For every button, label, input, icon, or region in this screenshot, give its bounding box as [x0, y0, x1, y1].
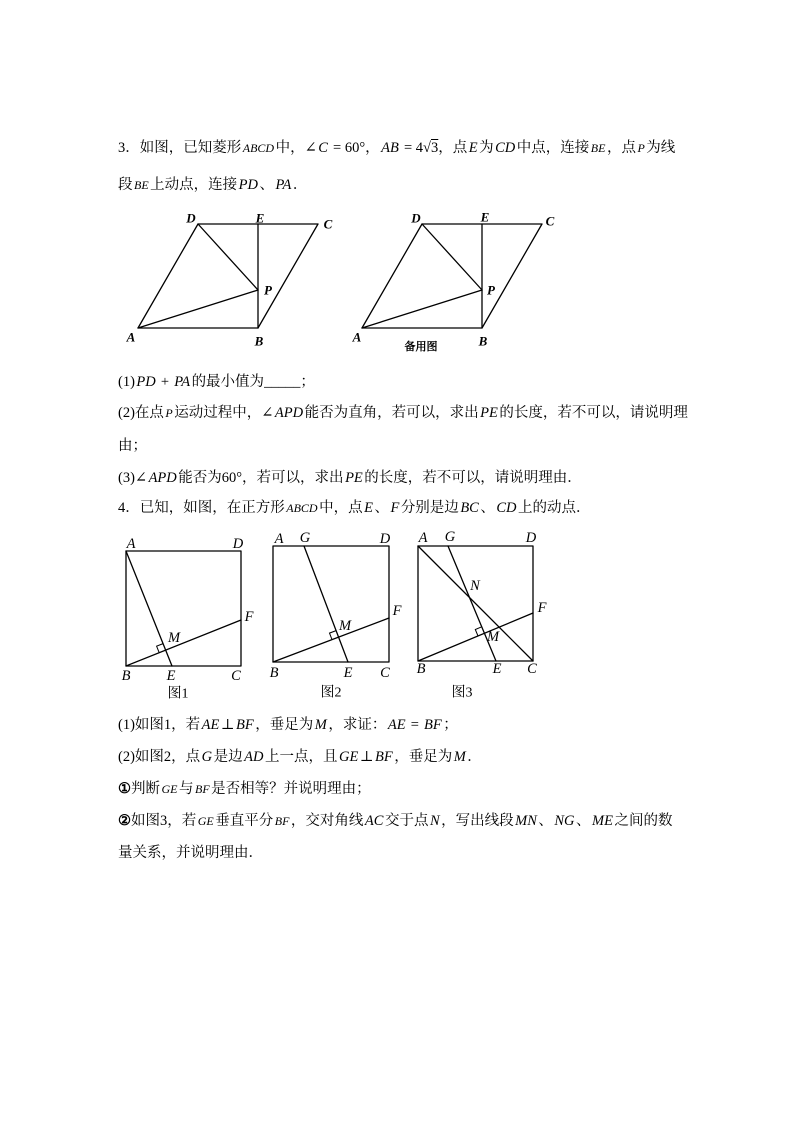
text-run: 中，∠: [275, 140, 317, 156]
text-run: 上的动点．: [518, 500, 591, 516]
math-variable: APD: [274, 405, 304, 421]
vertex-label-d: D: [186, 210, 196, 226]
rhombus-abcd: [362, 224, 542, 328]
text-run: ；: [300, 374, 315, 390]
text-run: ．: [292, 177, 308, 193]
vertex-label-d: D: [379, 531, 391, 547]
text-run: 、: [480, 500, 495, 516]
math-variable: N: [429, 813, 440, 829]
math-variable: AD: [244, 749, 264, 765]
text-run: (3)∠: [118, 470, 148, 486]
math-variable: BF: [236, 717, 254, 733]
q3-part-2-line-2: [118, 436, 147, 456]
text-run: 与: [179, 781, 194, 797]
segment-ae: [126, 551, 172, 666]
math-variable: BF: [195, 782, 210, 796]
math-variable: GE: [197, 814, 214, 828]
math-variable: ME: [592, 813, 613, 829]
math-variable: F: [390, 500, 400, 516]
text-run: 分别是边: [400, 500, 459, 516]
q4-part-2-item-2-line-1: [118, 811, 672, 831]
text-run: 上动点，连接: [150, 177, 238, 193]
vertex-label-b: B: [416, 661, 426, 677]
math-variable: BE: [134, 178, 149, 192]
point-label-g: G: [299, 530, 311, 546]
point-label-m: M: [486, 629, 500, 645]
q4-stem-line-1: [118, 498, 591, 518]
math-variable: PD: [136, 374, 156, 390]
spare-figure-caption: 备用图: [404, 341, 438, 353]
text-run: 中点，连接: [516, 140, 590, 156]
point-label-f: F: [392, 603, 402, 619]
math-variable: BE: [590, 141, 606, 155]
vertex-label-e: E: [480, 209, 490, 225]
vertex-label-a: A: [352, 329, 362, 345]
text-run: 的长度，若不可以，请说明理: [499, 405, 688, 421]
math-variable: MN: [515, 813, 537, 829]
point-label-m: M: [338, 618, 352, 634]
text-run: 之间的数: [614, 813, 673, 829]
text-run: (2)如图2，点: [118, 749, 201, 765]
text-run: ．: [467, 749, 482, 765]
text-run: 量关系，并说明理由．: [118, 845, 263, 861]
text-run: (1): [118, 374, 135, 390]
vertex-label-d: D: [232, 536, 244, 552]
square-figure-2: [270, 530, 402, 701]
point-label-n: N: [470, 578, 480, 594]
point-label-f: F: [537, 600, 547, 616]
math-variable: PE: [480, 405, 498, 421]
text-run: =: [407, 717, 423, 733]
math-variable: AC: [364, 813, 384, 829]
vertex-label-a: A: [418, 530, 428, 546]
q3-part-2-line-1: [118, 403, 688, 423]
segment-dp: [198, 224, 258, 290]
text-run: 为: [479, 140, 494, 156]
math-variable: NG: [554, 813, 575, 829]
answer-blank: _____: [264, 374, 301, 390]
math-variable: CD: [495, 140, 516, 156]
text-run: 、: [259, 177, 275, 193]
segment-bf: [126, 620, 241, 666]
math-variable: PA: [174, 374, 191, 390]
text-run: 上一点，且: [265, 749, 338, 765]
point-label-p: P: [487, 282, 495, 298]
text-run: 能否为60°，若可以，求出: [178, 470, 344, 486]
text-run: 4．已知，如图，在正方形: [118, 500, 285, 516]
text-run: 为线: [646, 140, 676, 156]
math-variable: CD: [496, 500, 517, 516]
math-variable: BC: [460, 500, 479, 516]
square-figure-3: [417, 529, 547, 701]
text-run: 由；: [118, 438, 147, 454]
rhombus-figure: [126, 211, 333, 349]
math-variable: ABCD: [286, 501, 318, 515]
text-run: 运动过程中，∠: [174, 405, 274, 421]
text-run: 3．如图，已知菱形: [118, 140, 242, 156]
math-variable: AE: [387, 717, 406, 733]
text-run: ；: [443, 717, 458, 733]
text-run: 是否相等？并说明理由；: [211, 781, 371, 797]
text-run: 中，点: [319, 500, 363, 516]
segment-dp: [422, 224, 482, 290]
text-run: 、: [538, 813, 553, 829]
math-variable: P: [637, 141, 645, 155]
math-variable: E: [364, 500, 373, 516]
square-figure-1: [122, 536, 254, 702]
figure-caption: 图3: [451, 685, 473, 701]
vertex-label-c: C: [323, 216, 333, 232]
text-run: 如图3，若: [131, 813, 197, 829]
math-variable: PD: [238, 177, 259, 193]
math-variable: GE: [161, 782, 178, 796]
math-variable: ABCD: [242, 141, 275, 155]
vertex-label-c: C: [380, 665, 390, 681]
square-abcd: [126, 551, 241, 666]
math-variable: BF: [424, 717, 442, 733]
q4-part-2-item-2-line-2: [118, 843, 263, 863]
radicand: 3: [431, 140, 439, 156]
vertex-label-a: A: [126, 536, 136, 552]
math-variable: AB: [381, 140, 399, 156]
square-abcd: [273, 546, 389, 662]
vertex-label-c: C: [231, 668, 241, 684]
segment-bf: [418, 613, 533, 661]
math-variable: P: [165, 406, 173, 420]
text-run: 是边: [213, 749, 243, 765]
point-label-e: E: [343, 665, 353, 681]
vertex-label-c: C: [545, 213, 555, 229]
point-label-g: G: [444, 529, 456, 545]
q3-stem-line-1: [118, 138, 675, 158]
segment-ge: [304, 546, 348, 662]
math-variable: M: [314, 717, 327, 733]
figure-caption: 图2: [320, 685, 342, 701]
math-variable: E: [468, 140, 478, 156]
text-run: 的最小值为: [191, 374, 265, 390]
text-run: = 60°，: [329, 140, 380, 156]
point-label-e: E: [492, 661, 502, 677]
text-run: 、: [374, 500, 389, 516]
math-variable: PE: [345, 470, 363, 486]
math-variable: APD: [148, 470, 177, 486]
text-run: ，点: [438, 140, 468, 156]
point-label-p: P: [264, 282, 272, 298]
diagonal-ac: [418, 546, 533, 661]
text-run: ，垂足为: [394, 749, 453, 765]
spare-rhombus-figure: [352, 210, 555, 354]
point-label-m: M: [167, 630, 181, 646]
text-run: ，求证：: [328, 717, 387, 733]
q4-part-1: [118, 715, 458, 735]
math-variable: BF: [374, 749, 393, 765]
math-variable: PA: [275, 177, 292, 193]
q4-part-2-item-1: [118, 779, 371, 799]
vertex-label-b: B: [254, 333, 264, 349]
text-run: ，交对角线: [290, 813, 364, 829]
vertex-label-e: E: [255, 210, 265, 226]
vertex-label-a: A: [126, 329, 136, 345]
text-run: ，写出线段: [441, 813, 514, 829]
vertex-label-b: B: [478, 333, 488, 349]
text-run: 的长度，若不可以，请说明理由．: [364, 470, 582, 486]
text-run: ⊥: [220, 717, 235, 733]
text-run: 判断: [131, 781, 160, 797]
point-label-f: F: [244, 609, 254, 625]
vertex-label-a: A: [274, 531, 284, 547]
figure-caption: 图1: [167, 686, 189, 702]
text-run: = 4√: [400, 140, 432, 156]
text-run: (1)如图1，若: [118, 717, 201, 733]
point-label-e: E: [166, 668, 176, 684]
q4-part-2: [118, 747, 482, 767]
text-run: ，点: [606, 140, 636, 156]
vertex-label-b: B: [269, 665, 279, 681]
vertex-label-b: B: [121, 668, 131, 684]
text-run: +: [157, 374, 173, 390]
q4-figures: [110, 525, 560, 705]
math-variable: G: [201, 749, 213, 765]
item-marker: ①: [118, 781, 131, 797]
rhombus-abcd: [138, 224, 318, 328]
q3-part-1: [118, 372, 315, 392]
text-run: 能否为直角，若可以，求出: [304, 405, 479, 421]
vertex-label-d: D: [525, 530, 537, 546]
text-run: 垂直平分: [215, 813, 274, 829]
math-variable: C: [318, 140, 328, 156]
math-variable: GE: [339, 749, 359, 765]
text-run: 、: [576, 813, 591, 829]
q3-part-3: [118, 468, 582, 488]
text-run: 段: [118, 177, 133, 193]
segment-bf: [273, 618, 389, 662]
vertex-label-d: D: [411, 210, 421, 226]
math-variable: BF: [274, 814, 290, 828]
math-variable: M: [453, 749, 466, 765]
text-run: ，垂足为: [255, 717, 314, 733]
vertex-label-c: C: [527, 661, 537, 677]
text-run: 交于点: [384, 813, 429, 829]
item-marker: ②: [118, 813, 131, 829]
text-run: (2)在点: [118, 405, 164, 421]
q3-stem-line-2: [118, 175, 307, 195]
math-variable: AE: [201, 717, 220, 733]
text-run: ⊥: [359, 749, 374, 765]
q3-figures: [110, 200, 570, 360]
